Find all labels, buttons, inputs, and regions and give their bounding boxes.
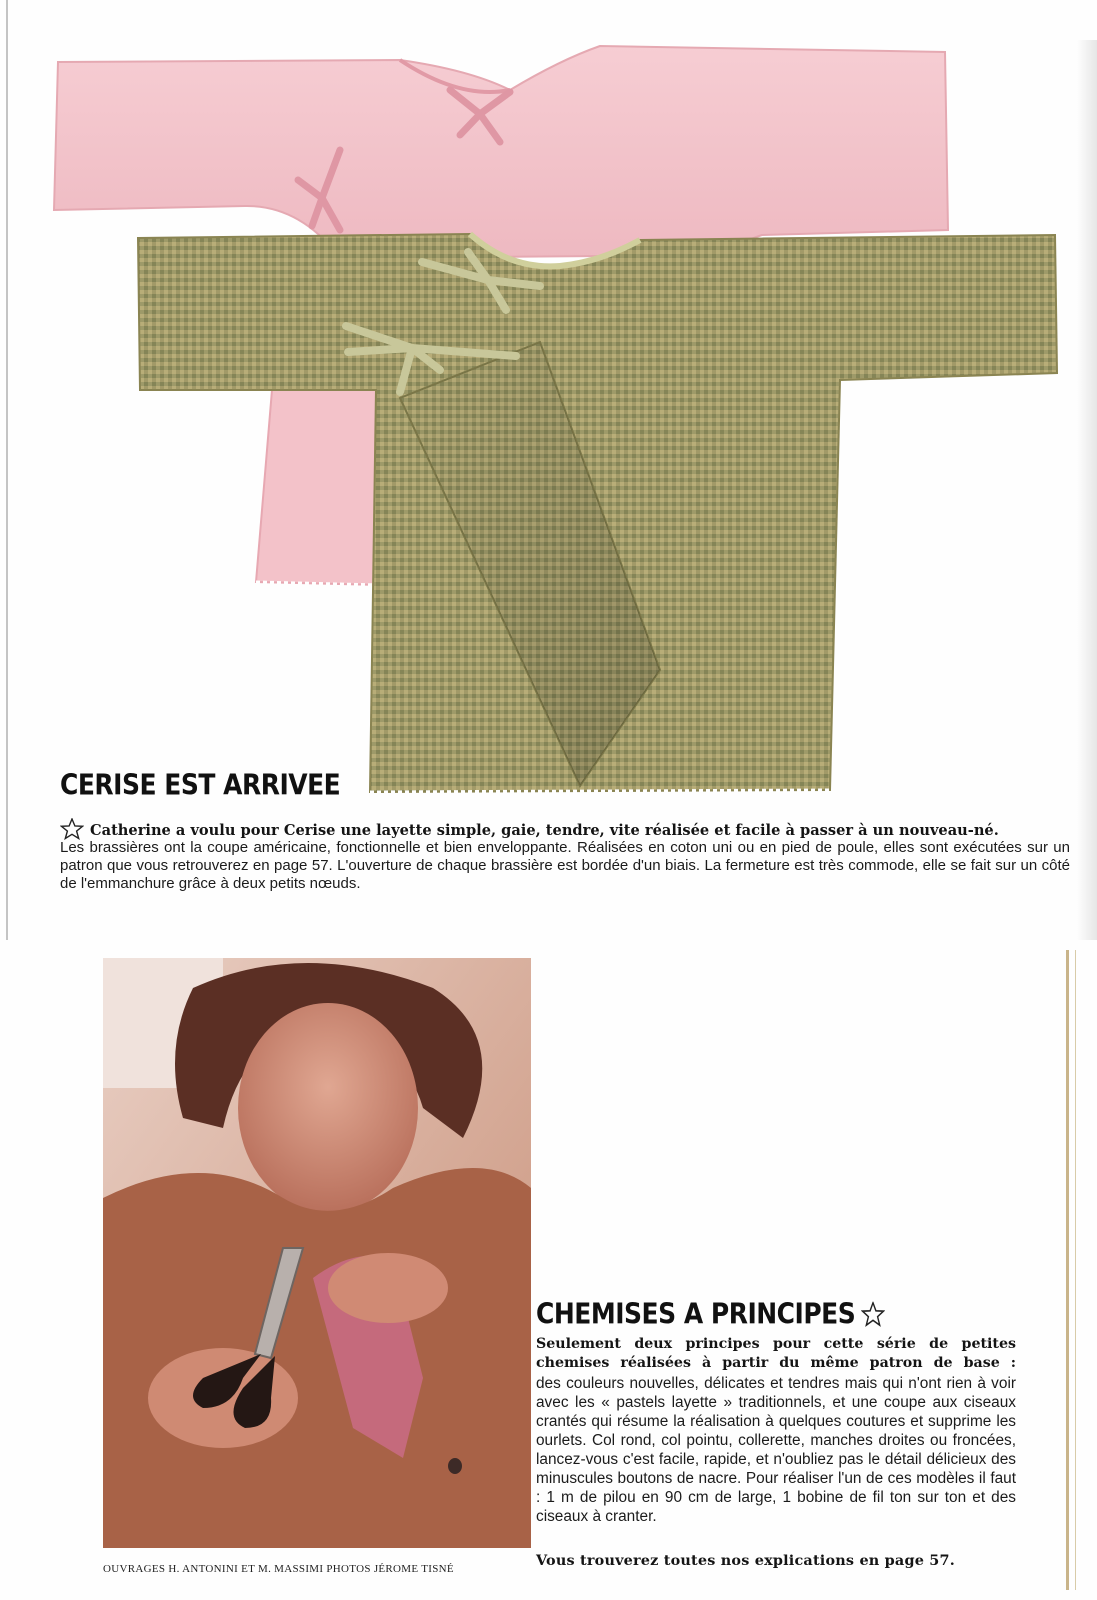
baby-jackets-photo [40,30,1097,820]
article-body-cerise: Les brassières ont la coupe américaine, fonctionnelle et bien enveloppante. Réalisées en coton uni ou en pied de poule, elles sont exécutées sur un patron que vous retrouverez en page 57. L'ouverture de chaque brassière est bordée d'un biais. La fermeture est très commode, elle se fait sur un côté de l'emmanchure grâce à deux petits nœuds. [60,839,1070,892]
article-lead-chemises: Seulement deux principes pour cette série de petites chemises réalisées à partir du même patron de base : [536,1336,1016,1371]
star-outline-icon [861,1300,885,1325]
page-gutter-line-thin [1075,950,1076,1590]
woman-cutting-fabric-photo [103,958,531,1548]
article-footer-chemises: Vous trouverez toutes nos explications en page 57. [536,1552,955,1569]
title-text: CHEMISES A PRINCIPES [536,1297,856,1331]
article-intro-cerise [60,818,1070,840]
page-gutter-line [1066,950,1069,1590]
intro-text: Catherine a voulu pour Cerise une layette simple, gaie, tendre, vite réalisée et facile à passer à un nouveau-né. [90,822,999,839]
article-title-chemises [536,1297,885,1330]
article-title-cerise: CERISE EST ARRIVEE [60,768,341,802]
star-outline-icon [60,818,84,840]
photo-credits: OUVRAGES H. ANTONINI ET M. MASSIMI PHOTOS JÉROME TISNÉ [103,1563,454,1575]
scan-edge-left [6,0,8,940]
article-body-chemises: des couleurs nouvelles, délicates et tendres mais qui n'ont rien à voir avec les « pastels layette » traditionnels, et une coupe aux ciseaux crantés qui résume la réalisation à quelques coutures et supprime les ourlets. Col rond, col pointu, collerette, manches droites ou froncées, lancez-vous c'est facile, rapide, et n'oubliez pas le détail délicieux des minuscules boutons de nacre. Pour réaliser l'un de ces modèles il faut : 1 m de pilou en 90 cm de large, 1 bobine de fil ton sur ton et des ciseaux à cranter. [536,1375,1016,1525]
